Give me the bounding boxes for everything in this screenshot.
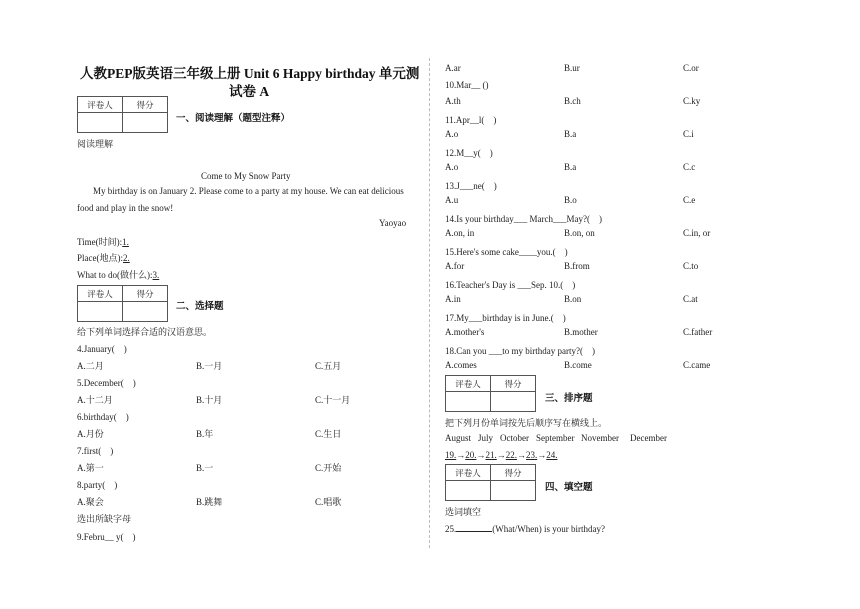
question-7: 7.first( ) (77, 446, 114, 456)
option-7c[interactable]: C.开始 (315, 463, 342, 473)
question-2 (77, 251, 130, 264)
option-17b[interactable]: B.mother (564, 327, 598, 337)
option-6a[interactable]: A.月份 (77, 429, 104, 439)
option-5b[interactable]: B.十月 (196, 395, 223, 405)
option-17c[interactable]: C.father (683, 327, 713, 337)
score-cell[interactable] (123, 302, 168, 322)
arrow-icon: → (476, 450, 486, 460)
score-cell[interactable] (491, 392, 536, 412)
grader-cell[interactable] (78, 302, 123, 322)
score-box-3 (445, 375, 536, 412)
question-3-label: What to do(做什么): (77, 270, 153, 280)
section-4-heading: 四、填空题 (545, 483, 593, 493)
score-box-grader-label: 评卷人 (78, 286, 123, 302)
option-12b[interactable]: B.a (564, 162, 577, 172)
passage-signature: Yaoyao (379, 218, 407, 228)
score-box-grader-label: 评卷人 (446, 376, 491, 392)
grader-cell[interactable] (78, 113, 123, 133)
question-5: 5.December( ) (77, 378, 136, 388)
option-11c[interactable]: C.i (683, 129, 694, 139)
arrow-icon: → (517, 450, 526, 460)
option-16b[interactable]: B.on (564, 294, 582, 304)
option-18a[interactable]: A.comes (445, 360, 477, 370)
option-17a[interactable]: A.mother's (445, 327, 485, 337)
choice-intro-2: 选出所缺字母 (77, 514, 132, 524)
option-15a[interactable]: A.for (445, 261, 465, 271)
option-7b[interactable]: B.一 (196, 463, 214, 473)
answer-blank-21[interactable]: 21. (485, 450, 497, 460)
option-8c[interactable]: C.唱歌 (315, 497, 342, 507)
option-15b[interactable]: B.from (564, 261, 590, 271)
page-title-line2: 试卷 A (229, 84, 270, 99)
question-25-number: 25. (445, 524, 457, 534)
answer-blank-19[interactable]: 19. (445, 450, 457, 460)
option-14c[interactable]: C.in, or (683, 228, 711, 238)
option-14b[interactable]: B.on, on (564, 228, 595, 238)
option-9a[interactable]: A.ar (445, 63, 461, 73)
score-box-score-label: 得分 (123, 97, 168, 113)
score-box-grader-label: 评卷人 (78, 97, 123, 113)
score-cell[interactable] (123, 113, 168, 133)
passage-line-2: food and play in the snow! (77, 203, 174, 213)
passage-line-1: My birthday is on January 2. Please come to a party at my house. We can eat delicious (93, 186, 404, 196)
score-box-score-label: 得分 (123, 286, 168, 302)
arrow-icon: → (537, 450, 547, 460)
sorting-intro: 把下列月份单词按先后顺序写在横线上。 (445, 418, 608, 428)
option-14a[interactable]: A.on, in (445, 228, 475, 238)
section-3-heading: 三、排序题 (545, 394, 593, 404)
question-18: 18.Can you ___to my birthday party?( ) (445, 346, 595, 356)
page-title: 人教PEP版英语三年级上册 Unit 6 Happy birthday 单元测 (80, 66, 420, 81)
question-16: 16.Teacher's Day is ___Sep. 10.( ) (445, 280, 576, 290)
question-10: 10.Mar__ () (445, 80, 489, 90)
sorting-answer-chain (445, 450, 558, 460)
option-4a[interactable]: A.二月 (77, 361, 104, 371)
option-5c[interactable]: C.十一月 (315, 395, 351, 405)
answer-blank-3[interactable]: 3. (152, 270, 160, 280)
answer-blank-1[interactable]: 1. (122, 237, 129, 247)
month-word: November (581, 433, 619, 443)
option-10a[interactable]: A.th (445, 96, 461, 106)
question-1 (77, 235, 129, 248)
question-25-text: (What/When) is your birthday? (492, 524, 605, 534)
score-box-2 (77, 285, 168, 322)
option-13c[interactable]: C.e (683, 195, 696, 205)
passage-title: Come to My Snow Party (201, 171, 291, 181)
question-17: 17.My___birthday is in June.( ) (445, 313, 566, 323)
score-cell[interactable] (491, 481, 536, 501)
question-8: 8.party( ) (77, 480, 118, 490)
month-word: September (536, 433, 575, 443)
question-25 (445, 522, 605, 534)
option-12a[interactable]: A.o (445, 162, 459, 172)
option-16c[interactable]: C.at (683, 294, 698, 304)
question-14: 14.Is your birthday___ March___May?( ) (445, 214, 602, 224)
question-12: 12.M__y( ) (445, 148, 493, 158)
option-4c[interactable]: C.五月 (315, 361, 342, 371)
option-13a[interactable]: A.u (445, 195, 459, 205)
section-2-heading: 二、选择题 (176, 302, 224, 312)
answer-blank-22[interactable]: 22. (505, 450, 517, 460)
option-11b[interactable]: B.a (564, 129, 577, 139)
answer-blank-2[interactable]: 2. (123, 253, 130, 263)
month-word: August (445, 433, 472, 443)
option-7a[interactable]: A.第一 (77, 463, 104, 473)
option-13b[interactable]: B.o (564, 195, 577, 205)
grader-cell[interactable] (446, 481, 491, 501)
section-1-heading: 一、阅读理解（题型注释） (176, 114, 291, 124)
option-10b[interactable]: B.ch (564, 96, 581, 106)
question-4: 4.January( ) (77, 344, 127, 354)
question-15: 15.Here's some cake____you.( ) (445, 247, 568, 257)
option-8b[interactable]: B.跳舞 (196, 497, 223, 507)
column-divider (429, 58, 430, 548)
question-11: 11.Apr__l( ) (445, 115, 497, 125)
question-2-label: Place(地点): (77, 253, 123, 263)
reading-label: 阅读理解 (77, 139, 114, 149)
option-11a[interactable]: A.o (445, 129, 459, 139)
score-box-grader-label: 评卷人 (446, 465, 491, 481)
score-box-score-label: 得分 (491, 465, 536, 481)
option-15c[interactable]: C.to (683, 261, 699, 271)
option-4b[interactable]: B.一月 (196, 361, 223, 371)
question-3 (77, 268, 159, 281)
option-9b[interactable]: B.ur (564, 63, 580, 73)
option-8a[interactable]: A.聚会 (77, 497, 104, 507)
option-18b[interactable]: B.come (564, 360, 592, 370)
score-box-4 (445, 464, 536, 501)
question-9: 9.Febru__ y( ) (77, 532, 136, 542)
score-box-score-label: 得分 (491, 376, 536, 392)
question-6: 6.birthday( ) (77, 412, 129, 422)
question-13: 13.J___ne( ) (445, 181, 497, 191)
arrow-icon: → (496, 450, 506, 460)
grader-cell[interactable] (446, 392, 491, 412)
answer-blank-24[interactable]: 24. (546, 450, 558, 460)
option-5a[interactable]: A.十二月 (77, 395, 113, 405)
question-1-label: Time(时间): (77, 237, 123, 247)
arrow-icon: → (456, 450, 466, 460)
option-18c[interactable]: C.came (683, 360, 711, 370)
choice-intro: 给下列单词选择合适的汉语意思。 (77, 327, 213, 337)
month-word: July (478, 433, 494, 443)
answer-blank-23[interactable]: 23. (526, 450, 538, 460)
option-6b[interactable]: B.年 (196, 429, 214, 439)
month-word: October (500, 433, 529, 443)
fill-intro: 选词填空 (445, 507, 482, 517)
option-16a[interactable]: A.in (445, 294, 461, 304)
option-9c[interactable]: C.or (683, 63, 699, 73)
answer-blank-25[interactable] (456, 522, 492, 532)
month-word: December (630, 433, 667, 443)
score-box-1 (77, 96, 168, 133)
option-12c[interactable]: C.c (683, 162, 696, 172)
answer-blank-20[interactable]: 20. (465, 450, 477, 460)
option-10c[interactable]: C.ky (683, 96, 701, 106)
option-6c[interactable]: C.生日 (315, 429, 342, 439)
